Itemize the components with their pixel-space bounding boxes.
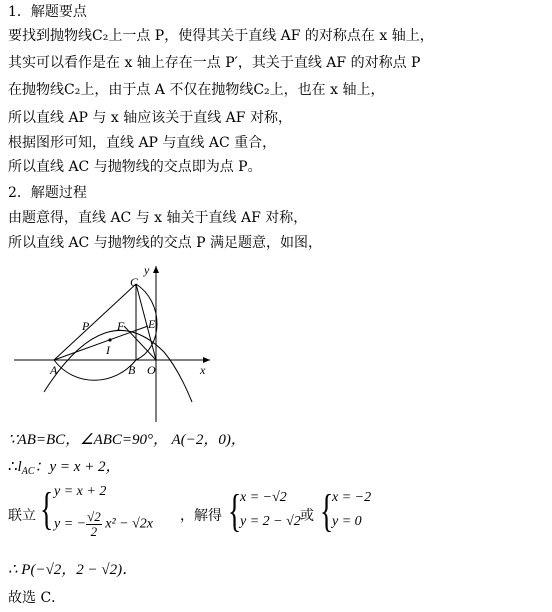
given-condition: ∵AB=BC，∠ABC=90°， A(−2，0)， — [8, 432, 246, 448]
text-line: 所以直线 AP 与 x 轴应该关于直线 AF 对称， — [8, 110, 292, 126]
solve-label: ，解得 — [180, 508, 222, 524]
text-line: 在抛物线C₂上，由于点 A 不仅在抛物线C₂上，也在 x 轴上， — [8, 82, 385, 98]
system-label: 联立 — [8, 508, 36, 524]
sol1-y: y = 2 − √2 — [240, 514, 301, 529]
sol1-x: x = −√2 — [240, 490, 287, 505]
text-line: 所以直线 AC 与抛物线的交点 P 满足题意，如图， — [8, 235, 323, 251]
geometry-figure — [14, 262, 214, 422]
label-x: x — [200, 363, 206, 377]
system-eq2: y = − $\frac{√2}{2}$ x² − √2x — [54, 509, 154, 539]
label-p: P — [82, 319, 90, 333]
system-eq1: y = x + 2 — [54, 484, 107, 499]
label-e: E — [148, 317, 156, 331]
therefore-symbol: ∴ — [8, 459, 18, 475]
or-label: 或 — [300, 508, 314, 524]
text-line: 所以直线 AC 与抛物线的交点即为点 P。 — [8, 159, 262, 175]
left-brace: { — [228, 485, 242, 536]
section1-heading: 1．解题要点 — [8, 4, 87, 20]
label-y: y — [144, 263, 150, 277]
line-ac-subscript: AC — [21, 466, 35, 477]
label-b: B — [128, 363, 136, 377]
result-point-p: ∴ P(−√2，2 − √2)． — [8, 562, 138, 578]
y-axis-arrow — [153, 266, 159, 273]
line-ac-formula: ：y = x + 2， — [34, 459, 121, 475]
solution-2 — [320, 485, 400, 540]
label-o: O — [147, 363, 156, 377]
left-brace: { — [40, 483, 54, 534]
line-ac-equation: $\therefore l_{AC}$：y = x + 2， — [8, 459, 121, 477]
label-f: F — [117, 319, 125, 333]
text-line: 要找到抛物线C₂上一点 P，使得其关于直线 AF 的对称点在 x 轴上， — [8, 28, 434, 44]
text-line: 其实可以看作是在 x 轴上存在一点 P′，其关于直线 AF 的对称点 P — [8, 55, 421, 71]
text-line: 根据图形可知，直线 AP 与直线 AC 重合， — [8, 135, 277, 151]
answer-choice: 故选 C． — [8, 590, 66, 606]
label-c: C — [130, 275, 139, 289]
sol2-y: y = 0 — [332, 514, 362, 529]
label-i: I — [106, 343, 110, 357]
parabola-curve — [44, 330, 192, 402]
label-a: A — [50, 363, 58, 377]
point-i — [108, 338, 111, 341]
circle-lower-arc — [54, 360, 136, 380]
section2-heading: 2．解题过程 — [8, 185, 87, 201]
text-line: 由题意得，直线 AC 与 x 轴关于直线 AF 对称， — [8, 210, 308, 226]
left-brace: { — [320, 485, 334, 536]
sol2-x: x = −2 — [332, 490, 372, 505]
line-ae — [54, 326, 148, 360]
